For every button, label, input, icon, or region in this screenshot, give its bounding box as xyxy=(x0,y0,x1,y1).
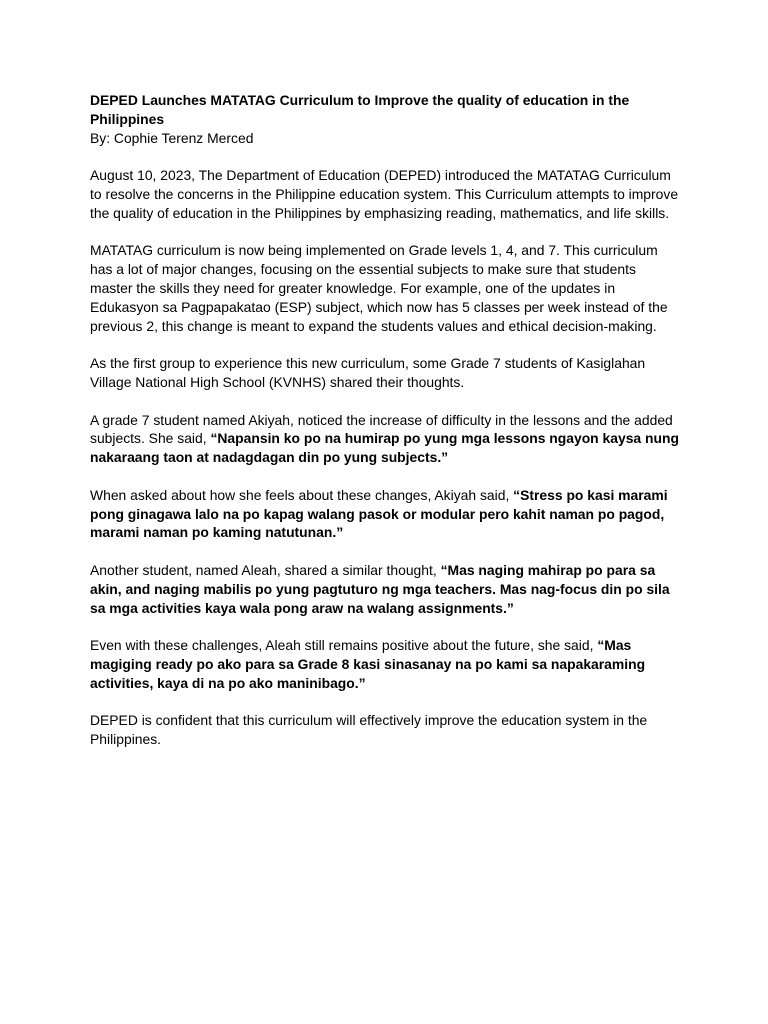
article-byline: By: Cophie Terenz Merced xyxy=(90,129,254,146)
article-title: DEPED Launches MATATAG Curriculum to Improve the quality of education in the Philippines xyxy=(90,92,630,127)
document-page xyxy=(90,91,682,768)
paragraph-aleah-quote-1 xyxy=(90,561,682,617)
paragraph-intro: August 10, 2023, The Department of Education (DEPED) introduced the MATATAG Curriculum to resolve the concerns in the Philippine education system. This Curriculum attempts to improve the quality of education in the Philippines by emphasizing reading, mathematics, and life skills. xyxy=(90,167,679,221)
quote-text: “Stress po kasi marami pong ginagawa lalo na po kapag walang pasok or modular pero kahit naman po pagod, marami naman po kaming natutunan.” xyxy=(90,486,668,541)
quote-text: “Mas naging mahirap po para sa akin, and naging mabilis po yung pagtuturo ng mga teachers. Mas nag-focus din po sila sa mga activities kaya wala pong araw na walang assignments.” xyxy=(90,561,670,616)
paragraph-text: When asked about how she feels about these changes, Akiyah said, xyxy=(90,486,514,503)
quote-text: “Mas magiging ready po ako para sa Grade 8 kasi sinasanay na po kami sa napakaraming activities, kaya di na po ako maninibago.” xyxy=(90,637,646,691)
paragraph-text: A grade 7 student named Akiyah, noticed the increase of difficulty in the lessons and the added subjects. She said, xyxy=(90,411,673,447)
paragraph-text: Another student, named Aleah, shared a similar thought, xyxy=(90,561,441,578)
paragraph-akiyah-quote-2 xyxy=(90,486,682,542)
paragraph-implementation: MATATAG curriculum is now being implemented on Grade levels 1, 4, and 7. This curriculum has a lot of major changes, focusing on the essential subjects to make sure that students master the skills they need for greater knowledge. For example, one of the updates in Edukasyon sa Pagpapakatao (ESP) subject, which now has 5 classes per week instead of the previous 2, this change is meant to expand the students values and ethical decision-making. xyxy=(90,242,668,334)
paragraph-text: Even with these challenges, Aleah still remains positive about the future, she said, xyxy=(90,637,598,654)
paragraph-students: As the first group to experience this new curriculum, some Grade 7 students of Kasiglahan Village National High School (KVNHS) shared their thoughts. xyxy=(90,355,646,390)
paragraph-akiyah-quote-1 xyxy=(90,411,682,467)
quote-text: “Napansin ko po na humirap po yung mga lessons ngayon kaysa nung nakaraang taon at nadagdagan din po yung subjects.” xyxy=(90,430,679,466)
paragraph-aleah-quote-2 xyxy=(90,636,682,692)
paragraph-conclusion: DEPED is confident that this curriculum will effectively improve the education system in the Philippines. xyxy=(90,712,648,748)
